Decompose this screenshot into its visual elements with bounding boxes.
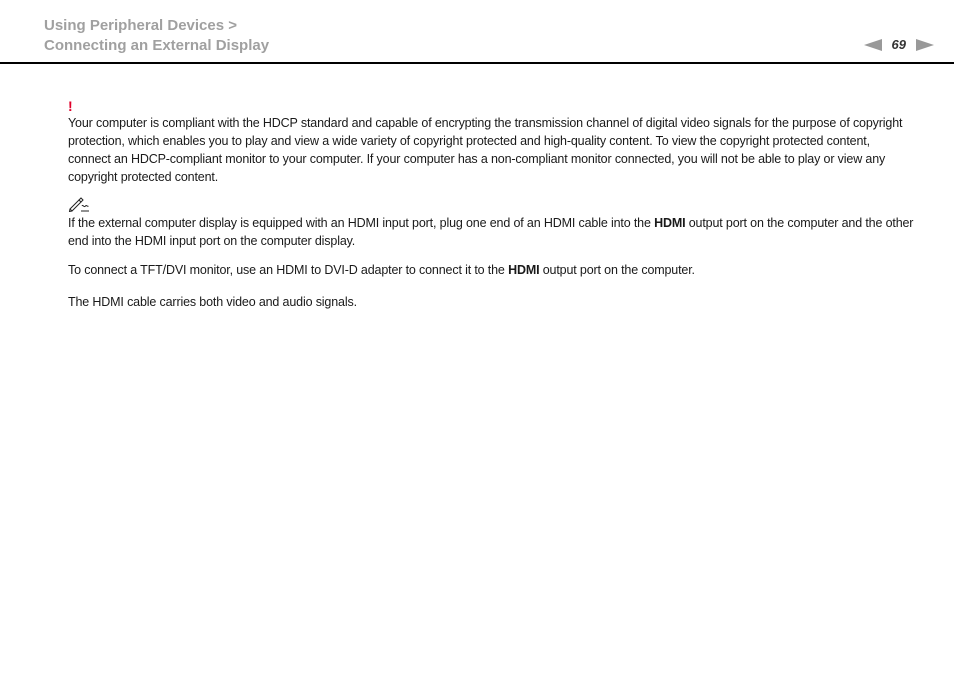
- pencil-note-icon: [68, 196, 90, 212]
- note-text-after: output port on the computer and the other end into the HDMI input port on the computer display.: [68, 216, 914, 248]
- connect-text-after: output port on the computer.: [539, 263, 695, 277]
- breadcrumb: [44, 16, 269, 56]
- page-navigation: [864, 37, 934, 53]
- header-divider: [0, 62, 954, 64]
- cable-paragraph: The HDMI cable carries both video and audio signals.: [68, 295, 357, 309]
- warning-paragraph: Your computer is compliant with the HDCP standard and capable of encrypting the transmission channel of digital video signals for the purpose of copyright protection, which enables you to play and view a wide variety of copyright protected and high-quality content. To view the copyright protected content, connect an HDCP-compliant monitor to your computer. If your computer has a non-compliant monitor connected, you will not be able to play or view any copyright protected content.: [68, 116, 903, 184]
- exclamation-icon: !: [68, 98, 73, 114]
- page-number: 69: [891, 37, 906, 52]
- hdmi-port-label-2: HDMI: [508, 263, 540, 277]
- page-content: [68, 98, 914, 311]
- note-paragraph: [68, 214, 914, 250]
- connect-paragraph: [68, 261, 914, 279]
- right-arrow-icon[interactable]: [916, 39, 934, 51]
- left-arrow-icon[interactable]: [864, 39, 882, 51]
- breadcrumb-page[interactable]: Connecting an External Display: [44, 37, 270, 54]
- note-text-before: If the external computer display is equipped with an HDMI input port, plug one end of an HDMI cable into the: [68, 216, 655, 230]
- page-header: [0, 0, 954, 64]
- connect-text-before: To connect a TFT/DVI monitor, use an HDMI to DVI-D adapter to connect it to the: [68, 263, 509, 277]
- breadcrumb-section[interactable]: Using Peripheral Devices >: [44, 17, 238, 34]
- hdmi-port-label: HDMI: [654, 216, 686, 230]
